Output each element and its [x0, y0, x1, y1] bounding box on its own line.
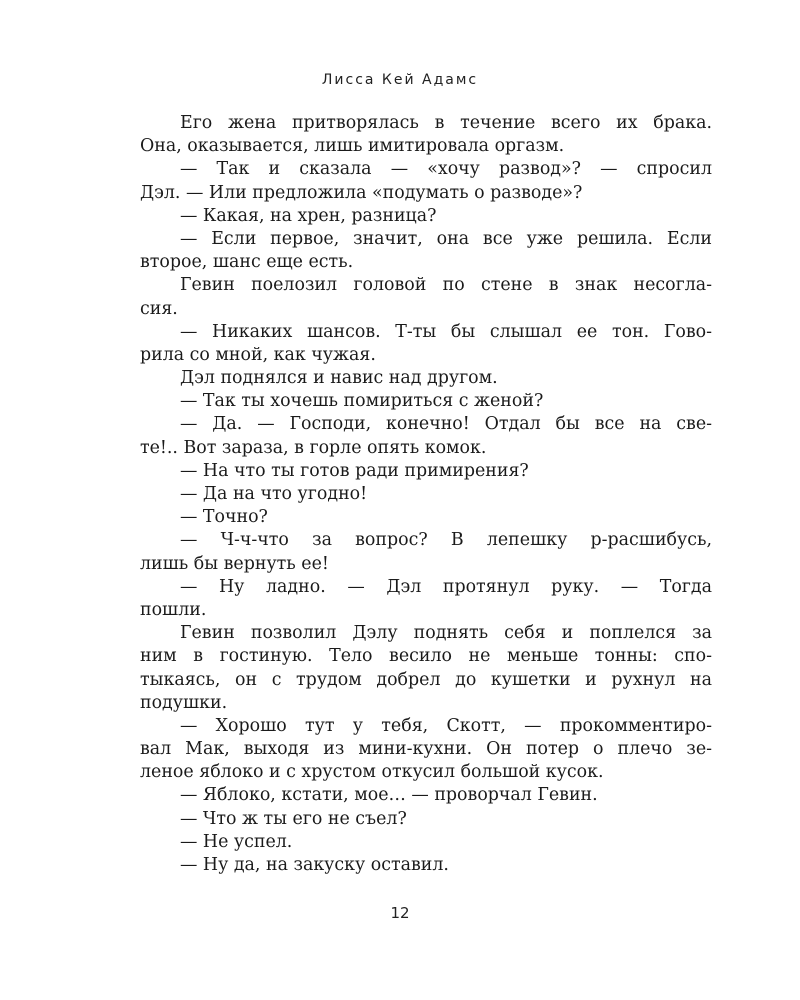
text-line: Она, оказывается, лишь имитировала оргазм.	[140, 136, 565, 157]
text-line: — Да на что угодно!	[180, 484, 368, 504]
text-line: — Ну да, на закуску оставил.	[180, 855, 449, 875]
text-line: — Если первое, значит, она все уже решила. Если	[180, 228, 712, 249]
text-line: Гевин поелозил головой по стене в знак несогла-	[180, 275, 712, 296]
text-line: подушки.	[140, 692, 228, 713]
page-number: 12	[390, 904, 410, 922]
text-line: — Ч-ч-что за вопрос? В лепешку р-расшибусь,	[180, 530, 712, 551]
text-line: Гевин позволил Дэлу поднять себя и поплелся за	[180, 623, 712, 644]
text-line: — Не успел.	[180, 831, 293, 852]
text-line: — Точно?	[180, 507, 268, 528]
text-line: Дэл поднялся и навис над другом.	[180, 368, 498, 389]
text-line: — Так и сказала — «хочу развод»? — спросил	[180, 159, 712, 180]
text-line: вал Мак, выходя из мини-кухни. Он потер о плечо зе-	[140, 739, 712, 760]
text-line: — Да. — Господи, конечно! Отдал бы все на све-	[180, 414, 712, 435]
body-text	[140, 112, 712, 877]
text-line: — Хорошо тут у тебя, Скотт, — прокомментиро-	[180, 715, 712, 736]
text-line: — Так ты хочешь помириться с женой?	[180, 391, 544, 412]
text-line: пошли.	[140, 599, 207, 620]
text-line: второе, шанс еще есть.	[140, 252, 354, 273]
text-line: — Яблоко, кстати, мое… — проворчал Гевин.	[180, 785, 598, 806]
running-header: Лисса Кей Адамс	[321, 72, 479, 88]
text-line: — На что ты готов ради примирения?	[180, 460, 529, 481]
text-line: — Ну ладно. — Дэл протянул руку. — Тогда	[180, 576, 712, 597]
text-line: ним в гостиную. Тело весило не меньше тонны: спо-	[140, 646, 712, 667]
text-line: — Какая, на хрен, разница?	[180, 205, 437, 226]
text-line: лишь бы вернуть ее!	[140, 553, 329, 574]
text-line: сия.	[140, 298, 178, 319]
text-line: леное яблоко и с хрустом откусил большой кусок.	[140, 762, 604, 783]
text-line: Дэл. — Или предложила «подумать о разводе»?	[140, 182, 583, 203]
text-line: рила со мной, как чужая.	[140, 344, 376, 365]
text-line: тыкаясь, он с трудом добрел до кушетки и рухнул на	[140, 669, 712, 690]
text-line: — Никаких шансов. Т-ты бы слышал ее тон. Гово-	[180, 321, 712, 342]
text-line: те!.. Вот зараза, в горле опять комок.	[140, 437, 487, 458]
text-line: — Что ж ты его не съел?	[180, 808, 407, 829]
text-line: Его жена притворялась в течение всего их брака.	[180, 113, 712, 133]
